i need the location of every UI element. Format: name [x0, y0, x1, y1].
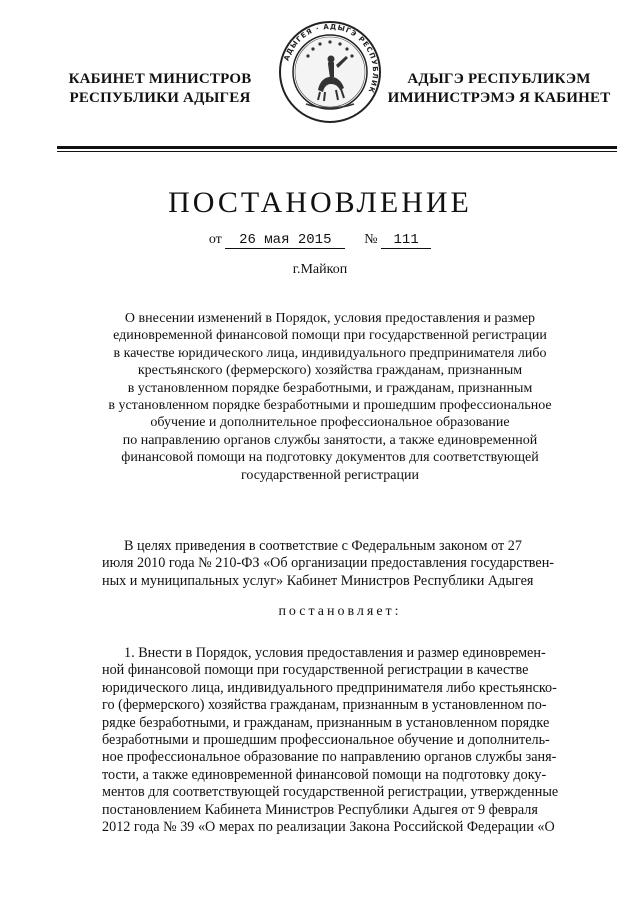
subject-line: в установленном порядке безработными, и гражданам, признанным — [127, 380, 533, 396]
subject-line: О внесении изменений в Порядок, условия предоставления и размер — [124, 311, 536, 326]
number-prefix: № — [364, 232, 378, 247]
subject-line: в установленном порядке безработными и прошедшим профессиональное — [108, 398, 552, 414]
subject-line: обучение и дополнительное профессиональное образование — [150, 415, 510, 431]
document-city: г.Майкоп — [292, 262, 348, 277]
subject-line: финансовой помощи на подготовку документов для соответствующей — [121, 450, 539, 466]
paragraph-line: тости, а также единовременной финансовой помощи на подготовку доку- — [102, 766, 547, 783]
subject-line: в качестве юридического лица, индивидуального предпринимателя либо — [113, 345, 547, 361]
preamble-line: ных и муниципальных услуг» Кабинет Министров Республики Адыгея — [102, 572, 534, 589]
paragraph-line: ной финансовой помощи при государственной регистрации в качестве — [102, 662, 529, 679]
paragraph-line: безработными и прошедшим профессиональное обучение и дополнитель- — [102, 732, 550, 749]
date-number-line — [0, 232, 640, 249]
paragraph-line: 2012 года № 39 «О мерах по реализации Закона Российской Федерации «О — [102, 819, 555, 836]
paragraph-line: 1. Внести в Порядок, условия предоставления и размер единовремен- — [124, 645, 546, 661]
header-left-org-name — [60, 70, 260, 108]
subject-line: государственной регистрации — [241, 467, 419, 483]
document-title: ПОСТАНОВЛЕНИЕ — [168, 186, 472, 219]
paragraph-line: ментов для соответствующей государственной регистрации, утвержденные — [102, 784, 559, 801]
date-prefix: от — [208, 232, 222, 247]
header-divider-thin — [57, 151, 617, 152]
header-left-line: КАБИНЕТ МИНИСТРОВ — [68, 71, 252, 87]
header-right-line: АДЫГЭ РЕСПУБЛИКЭМ — [407, 71, 591, 87]
resolves-heading: постановляет: — [278, 604, 402, 619]
preamble-line: июля 2010 года № 210-ФЗ «Об организации предоставления государствен- — [102, 555, 555, 572]
paragraph-line: рядке безработными, и гражданам, признанным в установленном порядке — [102, 714, 550, 731]
emblem-ring-text: АДЫГЕЯ · АДЫГЭ РЕСПУБЛИК — [282, 22, 380, 95]
paragraph-1 — [102, 645, 580, 836]
paragraph-line: постановлением Кабинета Министров Республики Адыгея от 9 февраля — [102, 801, 538, 818]
document-number: 111 — [381, 232, 431, 249]
coat-of-arms-adygea-icon — [278, 20, 382, 124]
header-divider-thick — [57, 146, 617, 149]
paragraph-line: ное профессиональное образование по направлению органов службы заня- — [102, 749, 557, 766]
header-right-org-name — [383, 70, 615, 108]
header-right-line: ИМИНИСТРЭМЭ Я КАБИНЕТ — [387, 90, 611, 106]
subject-line: по направлению органов службы занятости, а также единовременной — [122, 432, 538, 448]
document-date: 26 мая 2015 — [225, 232, 345, 249]
header-left-line: РЕСПУБЛИКИ АДЫГЕЯ — [69, 90, 251, 106]
paragraph-line: юридического лица, индивидуального предпринимателя либо крестьянско- — [102, 679, 557, 696]
document-subject — [80, 310, 580, 484]
subject-line: крестьянского (фермерского) хозяйства гражданам, признанным — [137, 363, 523, 379]
preamble-paragraph — [102, 538, 580, 590]
paragraph-line: го (фермерского) хозяйства гражданам, признанным в установленном по- — [102, 697, 547, 714]
preamble-line: В целях приведения в соответствие с Федеральным законом от 27 — [124, 538, 522, 554]
subject-line: единовременной финансовой помощи при государственной регистрации — [113, 328, 547, 344]
